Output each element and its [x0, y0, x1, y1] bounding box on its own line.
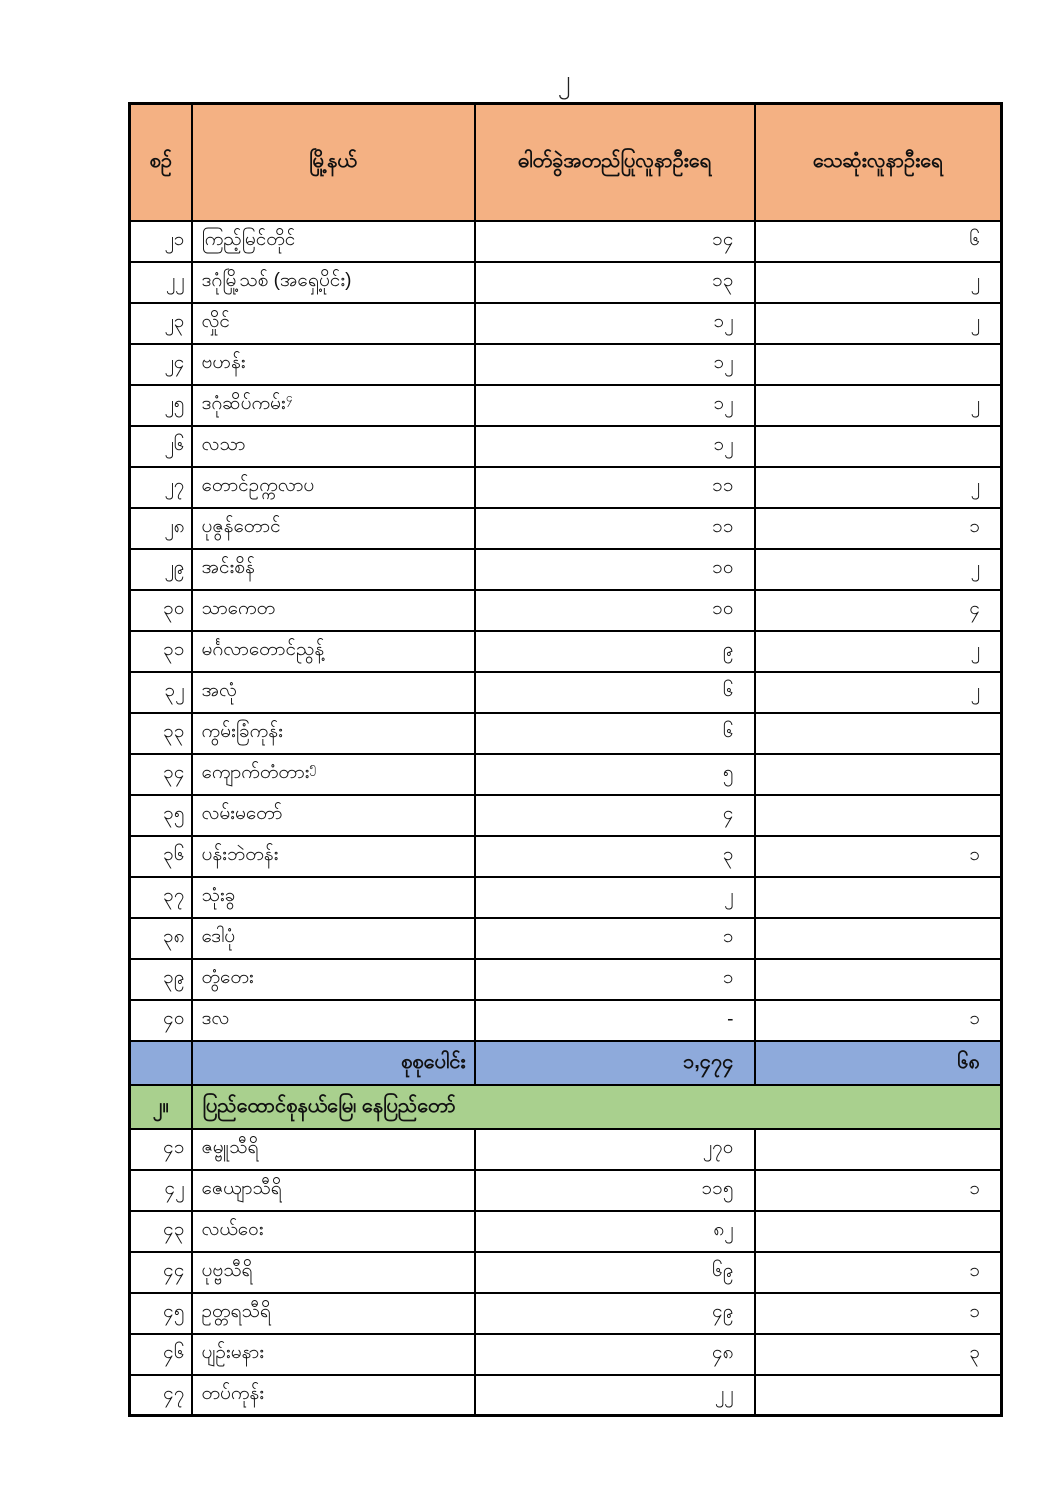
- township-cell: [192, 1252, 475, 1293]
- confirmed-count-cell: ၅: [475, 754, 755, 795]
- table-row: [130, 262, 1002, 303]
- table-row: [130, 877, 1002, 918]
- township-name: ပုဇွန်တောင်: [201, 516, 281, 537]
- footnote-marker: ၅: [309, 759, 317, 774]
- deaths-count-cell: [755, 713, 1002, 754]
- township-cell: [192, 344, 475, 385]
- township-cell: [192, 1129, 475, 1170]
- serial-cell: ၃၄: [130, 754, 192, 795]
- footnote-marker: ၄: [285, 390, 293, 405]
- serial-cell: ၄၄: [130, 1252, 192, 1293]
- confirmed-count-cell: ၂: [475, 877, 755, 918]
- confirmed-count-cell: ၁၁၅: [475, 1170, 755, 1211]
- col-header-township: မြို့နယ်: [192, 104, 475, 221]
- township-cell: [192, 1170, 475, 1211]
- table-row: [130, 672, 1002, 713]
- table-row: [130, 1334, 1002, 1375]
- township-name: ပန်းဘဲတန်း: [201, 844, 279, 865]
- township-cell: [192, 877, 475, 918]
- deaths-count-cell: ၂: [755, 549, 1002, 590]
- township-name: တောင်ဥက္ကလာပ: [201, 475, 315, 496]
- serial-cell: ၃၁: [130, 631, 192, 672]
- township-name: လသာ: [201, 434, 246, 455]
- serial-cell: ၃၅: [130, 795, 192, 836]
- township-name: ဒေါပုံ: [201, 926, 236, 947]
- township-name: လယ်ဝေး: [201, 1219, 264, 1240]
- table-row: [130, 303, 1002, 344]
- table-row: [130, 385, 1002, 426]
- serial-cell: ၂၃: [130, 303, 192, 344]
- township-name: အင်းစိန်: [201, 557, 255, 578]
- township-cell: [192, 795, 475, 836]
- township-cell: [192, 959, 475, 1000]
- total-row: [130, 1041, 1002, 1085]
- table-row: [130, 1211, 1002, 1252]
- deaths-count-cell: ၁: [755, 836, 1002, 877]
- confirmed-count-cell: ၈၂: [475, 1211, 755, 1252]
- confirmed-count-cell: ၂၇၀: [475, 1129, 755, 1170]
- serial-cell: ၃၇: [130, 877, 192, 918]
- deaths-count-cell: ၁: [755, 508, 1002, 549]
- confirmed-count-cell: ၁၂: [475, 385, 755, 426]
- confirmed-count-cell: ၁၁: [475, 508, 755, 549]
- section-header-row: [130, 1085, 1002, 1129]
- serial-cell: ၂၅: [130, 385, 192, 426]
- deaths-count-cell: ၄: [755, 590, 1002, 631]
- township-cell: [192, 549, 475, 590]
- township-cell: [192, 1211, 475, 1252]
- township-name: ဇေယျာသီရိ: [201, 1178, 282, 1199]
- confirmed-count-cell: ၁၃: [475, 262, 755, 303]
- township-cell: [192, 1334, 475, 1375]
- township-cell: [192, 918, 475, 959]
- serial-cell: ၃၀: [130, 590, 192, 631]
- township-name: ဗဟန်း: [201, 352, 246, 373]
- confirmed-count-cell: ၁၀: [475, 549, 755, 590]
- serial-cell: ၄၇: [130, 1375, 192, 1416]
- township-cell: [192, 672, 475, 713]
- township-name: ပုဗ္ဗသီရိ: [201, 1260, 253, 1281]
- township-cell: [192, 631, 475, 672]
- total-confirmed-cell: ၁,၄၇၄: [475, 1041, 755, 1085]
- township-name: လမ်းမတော်: [201, 803, 283, 824]
- confirmed-count-cell: ၆၉: [475, 1252, 755, 1293]
- table-row: [130, 795, 1002, 836]
- township-cell: [192, 754, 475, 795]
- table-row: [130, 1170, 1002, 1211]
- confirmed-count-cell: ၁၂: [475, 344, 755, 385]
- township-cell: [192, 426, 475, 467]
- table-row: [130, 754, 1002, 795]
- serial-cell: ၃၆: [130, 836, 192, 877]
- confirmed-count-cell: ၁၄: [475, 221, 755, 262]
- confirmed-count-cell: ၁၂: [475, 303, 755, 344]
- deaths-count-cell: [755, 754, 1002, 795]
- township-cell: [192, 221, 475, 262]
- township-name: ဒဂုံမြို့သစ် (အရှေ့ပိုင်း): [201, 270, 352, 291]
- total-empty-cell: [130, 1041, 192, 1085]
- serial-cell: ၄၃: [130, 1211, 192, 1252]
- deaths-count-cell: [755, 426, 1002, 467]
- table-row: [130, 959, 1002, 1000]
- deaths-count-cell: [755, 1375, 1002, 1416]
- township-name: လှိုင်: [201, 311, 230, 332]
- township-name: ကျောက်တံတား: [201, 762, 310, 783]
- deaths-count-cell: [755, 877, 1002, 918]
- table-row: [130, 836, 1002, 877]
- township-name: တပ်ကုန်း: [201, 1382, 265, 1404]
- deaths-count-cell: ၂: [755, 672, 1002, 713]
- deaths-count-cell: ၂: [755, 262, 1002, 303]
- table-row: [130, 221, 1002, 262]
- confirmed-count-cell: ၄၉: [475, 1293, 755, 1334]
- deaths-count-cell: [755, 1211, 1002, 1252]
- confirmed-count-cell: ၄၈: [475, 1334, 755, 1375]
- confirmed-count-cell: ၃: [475, 836, 755, 877]
- table-row: [130, 918, 1002, 959]
- page-number: ၂: [557, 64, 571, 94]
- table-row: [130, 1129, 1002, 1170]
- township-name: အလုံ: [201, 680, 237, 701]
- deaths-count-cell: ၂: [755, 385, 1002, 426]
- table-row: [130, 1375, 1002, 1416]
- confirmed-count-cell: ၄: [475, 795, 755, 836]
- township-name: ဥတ္တရသီရိ: [201, 1301, 271, 1322]
- township-cell: [192, 836, 475, 877]
- header-row: [130, 104, 1002, 221]
- table-row: [130, 631, 1002, 672]
- deaths-count-cell: ၂: [755, 631, 1002, 672]
- serial-cell: ၃၉: [130, 959, 192, 1000]
- serial-cell: ၂၆: [130, 426, 192, 467]
- table-row: [130, 344, 1002, 385]
- table-row: [130, 549, 1002, 590]
- township-cell: [192, 1000, 475, 1041]
- township-name: သာကေတ: [201, 598, 276, 619]
- confirmed-count-cell: -: [475, 1000, 755, 1041]
- confirmed-count-cell: ၂၂: [475, 1375, 755, 1416]
- col-header-confirmed: ဓါတ်ခွဲအတည်ပြုလူနာဦးရေ: [475, 104, 755, 221]
- serial-cell: ၄၂: [130, 1170, 192, 1211]
- section-number-cell: ၂။: [130, 1085, 192, 1129]
- deaths-count-cell: ၁: [755, 1252, 1002, 1293]
- confirmed-count-cell: ၁၀: [475, 590, 755, 631]
- serial-cell: ၄၆: [130, 1334, 192, 1375]
- table-row: [130, 1252, 1002, 1293]
- deaths-count-cell: ၃: [755, 1334, 1002, 1375]
- township-name: ဒဂုံဆိပ်ကမ်း: [201, 393, 286, 414]
- col-header-serial: စဉ်: [130, 104, 192, 221]
- confirmed-count-cell: ၁၁: [475, 467, 755, 508]
- table-row: [130, 508, 1002, 549]
- serial-cell: ၂၇: [130, 467, 192, 508]
- township-cell: [192, 508, 475, 549]
- township-cell: [192, 713, 475, 754]
- township-name: ဒလ: [201, 1008, 230, 1029]
- township-name: မင်္ဂလာတောင်ညွန့်: [201, 639, 325, 660]
- serial-cell: ၂၈: [130, 508, 192, 549]
- deaths-count-cell: [755, 959, 1002, 1000]
- township-cell: [192, 467, 475, 508]
- deaths-count-cell: ၁: [755, 1000, 1002, 1041]
- table-row: [130, 713, 1002, 754]
- confirmed-count-cell: ၆: [475, 713, 755, 754]
- deaths-count-cell: ၁: [755, 1293, 1002, 1334]
- table-row: [130, 1293, 1002, 1334]
- serial-cell: ၂၂: [130, 262, 192, 303]
- total-label-cell: စုစုပေါင်း: [192, 1041, 475, 1085]
- deaths-count-cell: ၂: [755, 303, 1002, 344]
- confirmed-count-cell: ၉: [475, 631, 755, 672]
- serial-cell: ၂၄: [130, 344, 192, 385]
- serial-cell: ၂၉: [130, 549, 192, 590]
- covid-case-table: [128, 102, 1003, 1417]
- deaths-count-cell: [755, 1129, 1002, 1170]
- township-name: ကြည့်မြင်တိုင်: [201, 229, 296, 250]
- township-name: ဇမ္ဗူသီရိ: [201, 1137, 259, 1158]
- deaths-count-cell: ၆: [755, 221, 1002, 262]
- confirmed-count-cell: ၁၂: [475, 426, 755, 467]
- deaths-count-cell: ၂: [755, 467, 1002, 508]
- township-cell: [192, 262, 475, 303]
- township-cell: [192, 385, 475, 426]
- table-row: [130, 426, 1002, 467]
- confirmed-count-cell: ၁: [475, 959, 755, 1000]
- deaths-count-cell: [755, 344, 1002, 385]
- serial-cell: ၃၂: [130, 672, 192, 713]
- section-title-cell: ပြည်ထောင်စုနယ်မြေ၊ နေပြည်တော်: [192, 1085, 1002, 1129]
- serial-cell: ၃၈: [130, 918, 192, 959]
- table-row: [130, 467, 1002, 508]
- total-deaths-cell: ၆၈: [755, 1041, 1002, 1085]
- serial-cell: ၄၅: [130, 1293, 192, 1334]
- confirmed-count-cell: ၁: [475, 918, 755, 959]
- serial-cell: ၄၀: [130, 1000, 192, 1041]
- serial-cell: ၃၃: [130, 713, 192, 754]
- township-name: သုံးခွ: [201, 885, 236, 906]
- township-cell: [192, 1293, 475, 1334]
- township-name: ကွမ်းခြံကုန်း: [201, 721, 283, 742]
- township-cell: [192, 303, 475, 344]
- col-header-deaths: သေဆုံးလူနာဦးရေ: [755, 104, 1002, 221]
- serial-cell: ၂၁: [130, 221, 192, 262]
- table-row: [130, 1000, 1002, 1041]
- township-name: တွံတေး: [201, 967, 254, 988]
- serial-cell: ၄၁: [130, 1129, 192, 1170]
- deaths-count-cell: [755, 795, 1002, 836]
- deaths-count-cell: [755, 918, 1002, 959]
- township-name: ပျဉ်းမနား: [201, 1342, 265, 1363]
- township-cell: [192, 590, 475, 631]
- confirmed-count-cell: ၆: [475, 672, 755, 713]
- table-row: [130, 590, 1002, 631]
- deaths-count-cell: ၁: [755, 1170, 1002, 1211]
- township-cell: [192, 1375, 475, 1416]
